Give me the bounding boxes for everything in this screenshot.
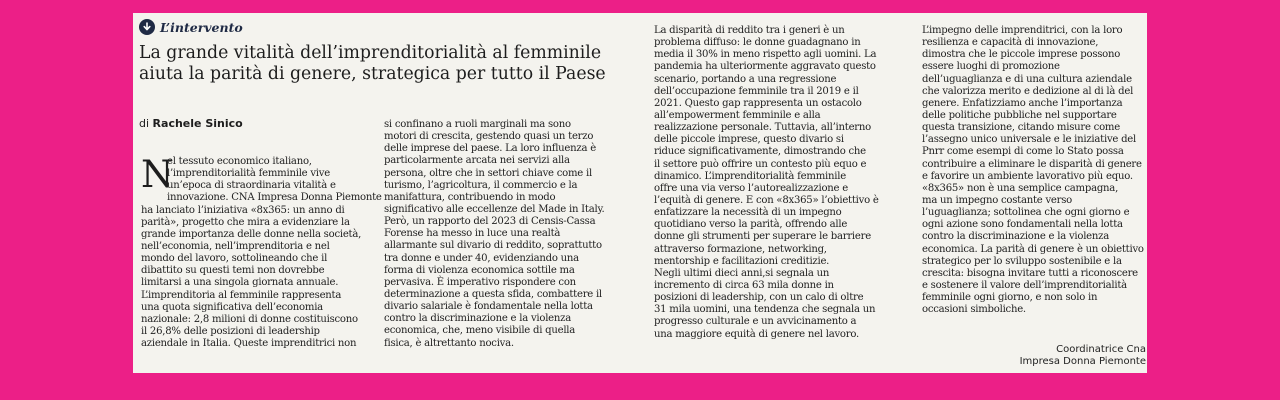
text-line: dell’uguaglianza e di una cultura aziendale xyxy=(922,73,1132,85)
kicker-label: L’intervento xyxy=(160,19,243,35)
text-line: problema diffuso: le donne guadagnano in xyxy=(654,37,861,49)
text-line: l’assegno unico universale e le iniziative del xyxy=(922,134,1136,146)
text-line: 2021. Questo gap rappresenta un ostacolo xyxy=(654,97,862,109)
drop-cap: N xyxy=(141,153,174,196)
text-line: parità», progetto che mira a evidenziare la xyxy=(141,216,350,228)
text-line: manifattura, contribuendo in modo xyxy=(384,191,556,203)
text-line: contribuire a eliminare le disparità di genere xyxy=(922,158,1142,170)
text-line: L’impegno delle imprenditrici, con la loro xyxy=(922,25,1123,36)
text-line: persona, oltre che in settori chiave come il xyxy=(384,167,592,179)
text-line: aziendale in Italia. Queste imprenditrici non xyxy=(141,338,357,350)
text-line: limitarsi a una singola giornata annuale. xyxy=(141,277,339,289)
text-line: ogni azione sono fondamentali nella lotta xyxy=(922,219,1123,231)
text-line: all’empowerment femminile e alla xyxy=(654,109,821,121)
text-line: enfatizzare la necessità di un impegno xyxy=(654,207,842,219)
text-line: grande importanza delle donne nella società, xyxy=(141,228,362,240)
headline-line: aiuta la parità di genere, strategica per tutto il Paese xyxy=(139,63,606,84)
text-line: una quota significativa dell’economia xyxy=(141,301,323,313)
text-line: femminile ogni giorno, e non solo in xyxy=(922,292,1098,304)
down-arrow-icon xyxy=(139,19,155,35)
text-line: L’imprenditoria al femminile rappresenta xyxy=(141,289,342,301)
text-line: questa transizione, citando misure come xyxy=(922,122,1120,134)
text-line: pervasiva. È imperativo rispondere con xyxy=(384,276,576,288)
text-line: si confinano a ruoli marginali ma sono xyxy=(384,119,571,130)
text-line: allarmante sul divario di reddito, soprattutto xyxy=(384,240,602,252)
text-line: mentorship e facilitazioni creditizie. xyxy=(654,255,830,267)
text-line: occasioni simboliche. xyxy=(922,304,1026,316)
text-line: l’equità di genere. E con «8x365» l’obiettivo è xyxy=(654,194,879,206)
text-line: e favorire un ambiente lavorativo più equo. xyxy=(922,170,1133,182)
text-line: mondo del lavoro, sottolineando che il xyxy=(141,253,328,265)
text-line: delle piccole imprese, questo divario si xyxy=(654,134,844,146)
text-line: dell’occupazione femminile tra il 2019 e il xyxy=(654,85,859,97)
text-line: innovazione. CNA Impresa Donna Piemonte xyxy=(167,192,382,204)
text-line: pandemia ha ulteriormente aggravato questo xyxy=(654,61,876,73)
text-line: crescita: bisogna invitare tutti a riconoscere xyxy=(922,267,1138,279)
text-line: una maggiore equità di genere nel lavoro. xyxy=(654,328,859,340)
text-line: media il 30% in meno rispetto agli uomini. La xyxy=(654,49,877,61)
signature-role: Coordinatrice Cna xyxy=(1056,344,1146,355)
text-line: essere luoghi di promozione xyxy=(922,61,1060,73)
text-line: dimostra che le piccole imprese possono xyxy=(922,49,1121,61)
text-line: progresso culturale e un avvicinamento a xyxy=(654,316,857,328)
text-line: realizzazione personale. Tuttavia, all’interno xyxy=(654,122,871,134)
text-line: posizioni di leadership, con un calo di oltre xyxy=(654,292,864,304)
text-line: Però, un rapporto del 2023 di Censis-Cassa xyxy=(384,216,596,228)
text-line: donne gli strumenti per superare le barriere xyxy=(654,231,871,243)
text-line: quotidiano verso la parità, offrendo alle xyxy=(654,219,848,231)
text-line: l’imprenditorialità femminile vive xyxy=(167,168,330,180)
article-column-2 xyxy=(384,119,629,350)
text-line: attraverso formazione, networking, xyxy=(654,243,827,255)
headline-line: La grande vitalità dell’imprenditorialità al femminile xyxy=(139,43,602,63)
text-line: incremento di circa 63 mila donne in xyxy=(654,279,834,291)
article-column-4 xyxy=(922,25,1147,316)
text-line: el tessuto economico italiano, xyxy=(167,156,312,167)
text-line: ha lanciato l’iniziativa «8x365: un anno di xyxy=(141,204,345,216)
text-line: delle imprese del paese. La loro influenza è xyxy=(384,143,596,155)
text-line: Pnrr come esempi di come lo Stato possa xyxy=(922,146,1124,158)
article-column-3 xyxy=(654,25,899,341)
text-line: offre una via verso l’autorealizzazione e xyxy=(654,182,848,194)
text-line: il settore può offrire un contesto più equo e xyxy=(654,158,867,170)
text-line: genere. Enfatizziamo anche l’importanza xyxy=(922,97,1123,109)
text-line: Forense ha messo in luce una realtà xyxy=(384,228,561,240)
text-line: il 26,8% delle posizioni di leadership xyxy=(141,325,320,337)
section-kicker xyxy=(139,18,243,36)
text-line: e sostenere il valore dell’imprenditorialità xyxy=(922,279,1127,291)
text-line: «8x365» non è una semplice campagna, xyxy=(922,182,1119,194)
text-line: dinamico. L’imprenditorialità femminile xyxy=(654,170,846,182)
text-line: delle politiche pubbliche nel supportare xyxy=(922,109,1117,121)
text-line: fisica, è altrettanto nociva. xyxy=(384,337,514,349)
text-line: significativo alle eccellenze del Made in Italy. xyxy=(384,203,605,215)
text-line: nell’economia, nell’imprenditoria e nel xyxy=(141,240,330,252)
text-line: strategico per lo sviluppo sostenibile e la xyxy=(922,255,1122,267)
signature-org: Impresa Donna Piemonte xyxy=(1019,356,1146,367)
byline xyxy=(139,117,243,130)
text-line: Negli ultimi dieci anni,si segnala un xyxy=(654,267,830,279)
text-line: particolarmente arcata nei servizi alla xyxy=(384,155,570,167)
text-line: riduce significativamente, dimostrando che xyxy=(654,146,866,158)
text-line: motori di crescita, gestendo quasi un terzo xyxy=(384,131,594,143)
text-line: scenario, portando a una regressione xyxy=(654,73,837,85)
text-line: un’epoca di straordinaria vitalità e xyxy=(167,180,336,192)
text-line: La disparità di reddito tra i generi è un xyxy=(654,25,845,36)
text-line: nazionale: 2,8 milioni di donne costituiscono xyxy=(141,313,358,325)
text-line: forma di violenza economica sottile ma xyxy=(384,264,575,276)
text-line: resilienza e capacità di innovazione, xyxy=(922,37,1099,49)
text-line: divario salariale è fondamentale nella lotta xyxy=(384,301,593,313)
article-column-1 xyxy=(141,153,382,350)
text-line: 31 mila uomini, una tendenza che segnala un xyxy=(654,304,876,316)
text-line: contro la discriminazione e la violenza xyxy=(922,231,1109,243)
text-line: determinazione a questa sfida, combattere il xyxy=(384,288,602,300)
newspaper-clipping xyxy=(133,13,1147,373)
text-line: che valorizza merito e dedizione al di là del xyxy=(922,85,1134,97)
text-line: turismo, l’agricoltura, il commercio e la xyxy=(384,179,578,191)
text-line: ma un impegno costante verso xyxy=(922,194,1072,206)
text-line: tra donne e under 40, evidenziando una xyxy=(384,252,579,264)
text-line: economica. La parità di genere è un obiettivo xyxy=(922,243,1144,255)
text-line: contro la discriminazione e la violenza xyxy=(384,313,571,325)
text-line: l’uguaglianza; sottolinea che ogni giorno e xyxy=(922,207,1130,219)
text-line: economica, che, meno visibile di quella xyxy=(384,325,576,337)
byline-prefix: di xyxy=(139,117,153,130)
text-line: dibattito su questi temi non dovrebbe xyxy=(141,265,325,277)
author-name: Rachele Sinico xyxy=(152,117,243,130)
headline xyxy=(139,43,659,84)
